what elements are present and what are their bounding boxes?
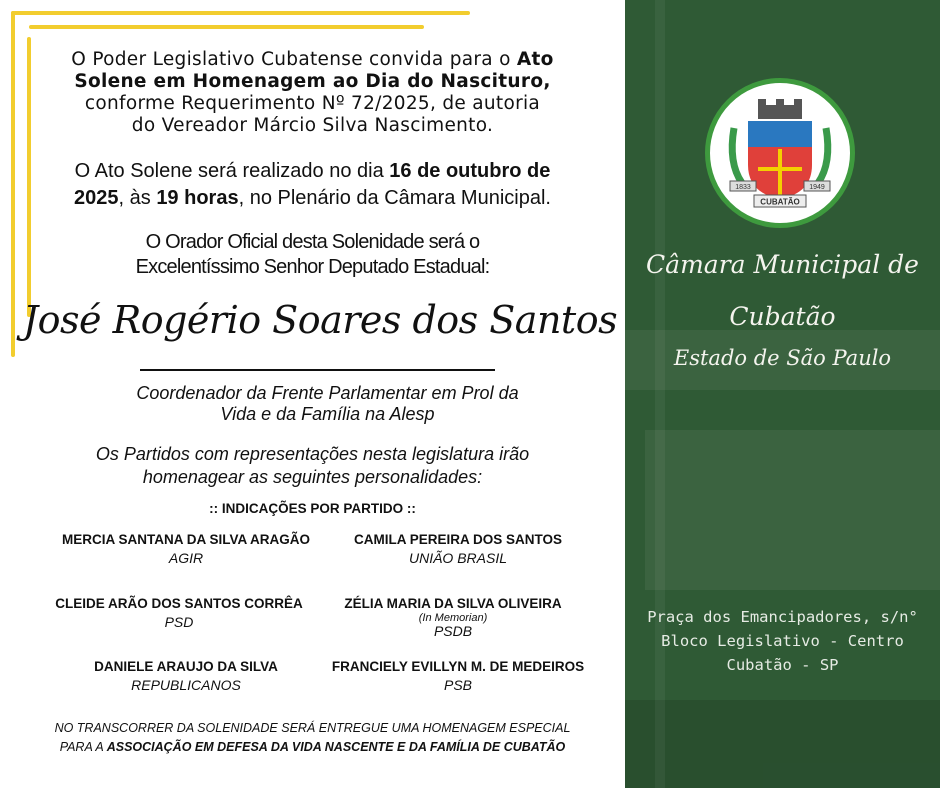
nominee-name: CAMILA PEREIRA DOS SANTOS bbox=[353, 532, 563, 547]
building-background bbox=[645, 430, 940, 590]
speaker-role bbox=[15, 383, 640, 425]
nominee-party: PSD bbox=[164, 614, 194, 630]
nominations-heading: :: INDICAÇÕES POR PARTIDO :: bbox=[209, 501, 416, 516]
nominee bbox=[303, 596, 603, 639]
decor-line bbox=[11, 11, 470, 15]
event-date: 16 de outubro de bbox=[389, 160, 551, 182]
date-text: , às bbox=[118, 187, 157, 209]
nominee-name: FRANCIELY EVILLYN M. DE MEDEIROS bbox=[331, 659, 585, 674]
honoree-association: ASSOCIAÇÃO EM DEFESA DA VIDA NASCENTE E DA FAMÍLIA DE CUBATÃO bbox=[106, 740, 566, 754]
date-paragraph bbox=[0, 158, 625, 212]
nominee bbox=[308, 659, 608, 693]
address bbox=[625, 605, 940, 677]
signature-line bbox=[140, 369, 495, 371]
event-year: 2025 bbox=[74, 187, 119, 209]
nominee-party: REPUBLICANOS bbox=[131, 677, 241, 693]
speaker-intro bbox=[0, 230, 625, 280]
nominee bbox=[308, 532, 608, 566]
parties-intro-line: homenagear as seguintes personalidades: bbox=[142, 467, 483, 487]
sidebar-subtitle: Estado de São Paulo bbox=[673, 346, 892, 370]
address-line: Bloco Legislativo - Centro bbox=[661, 632, 904, 650]
footer-note bbox=[0, 719, 625, 757]
intro-text: O Poder Legislativo Cubatense convida para o bbox=[71, 49, 517, 70]
nominee-name: DANIELE ARAUJO DA SILVA bbox=[94, 659, 278, 674]
sidebar-title-city: Cubatão bbox=[729, 302, 836, 331]
venue-text: , no Plenário da Câmara Municipal. bbox=[238, 187, 551, 209]
nominee-party: AGIR bbox=[168, 550, 204, 566]
parties-intro-line: Os Partidos com representações nesta legislatura irão bbox=[95, 444, 530, 464]
nominee-party: PSB bbox=[443, 677, 472, 693]
address-line: Praça dos Emancipadores, s/n° bbox=[647, 608, 918, 626]
footer-line: NO TRANSCORRER DA SOLENIDADE SERÁ ENTREGUE UMA HOMENAGEM ESPECIAL bbox=[54, 721, 571, 735]
speaker-role-line: Coordenador da Frente Parlamentar em Prol da bbox=[136, 383, 519, 403]
nominee bbox=[36, 532, 336, 566]
cubatao-coat-of-arms-logo bbox=[705, 78, 855, 228]
nominee bbox=[29, 596, 329, 630]
requirement-text: conforme Requerimento Nº 72/2025, de autoria bbox=[84, 93, 541, 114]
nominee bbox=[36, 659, 336, 693]
nominee-name: CLEIDE ARÃO DOS SANTOS CORRÊA bbox=[55, 596, 303, 611]
event-name: Ato bbox=[516, 49, 554, 70]
logo-year: 1833 bbox=[735, 184, 751, 191]
author-text: do Vereador Márcio Silva Nascimento. bbox=[131, 115, 494, 136]
intro-paragraph bbox=[0, 49, 625, 137]
parties-intro bbox=[0, 443, 625, 489]
address-line: Cubatão - SP bbox=[726, 656, 839, 674]
speaker-role-line: Vida e da Família na Alesp bbox=[220, 404, 435, 424]
logo-year: 1949 bbox=[809, 184, 825, 191]
event-name-cont: Solene em Homenagem ao Dia do Nascituro, bbox=[74, 71, 551, 92]
nominee-note: (In Memorian) bbox=[418, 612, 488, 624]
speaker-name: José Rogério Soares dos Santos bbox=[22, 298, 618, 342]
decor-line bbox=[29, 25, 424, 29]
logo-text: CUBATÃO bbox=[760, 197, 800, 207]
event-time: 19 horas bbox=[156, 187, 239, 209]
speaker-intro-line: Excelentíssimo Senhor Deputado Estadual: bbox=[135, 256, 490, 278]
sidebar-title: Câmara Municipal de bbox=[646, 250, 919, 279]
nominee-name: ZÉLIA MARIA DA SILVA OLIVEIRA bbox=[344, 596, 562, 611]
date-text: O Ato Solene será realizado no dia bbox=[74, 160, 390, 182]
nominee-name: MERCIA SANTANA DA SILVA ARAGÃO bbox=[62, 532, 310, 547]
footer-line: PARA A bbox=[59, 740, 107, 754]
building-background bbox=[625, 700, 940, 788]
speaker-intro-line: O Orador Oficial desta Solenidade será o bbox=[145, 231, 480, 253]
nominee-party: UNIÃO BRASIL bbox=[408, 550, 508, 566]
nominee-party: PSDB bbox=[433, 623, 473, 639]
coat-of-arms-icon bbox=[710, 83, 850, 223]
